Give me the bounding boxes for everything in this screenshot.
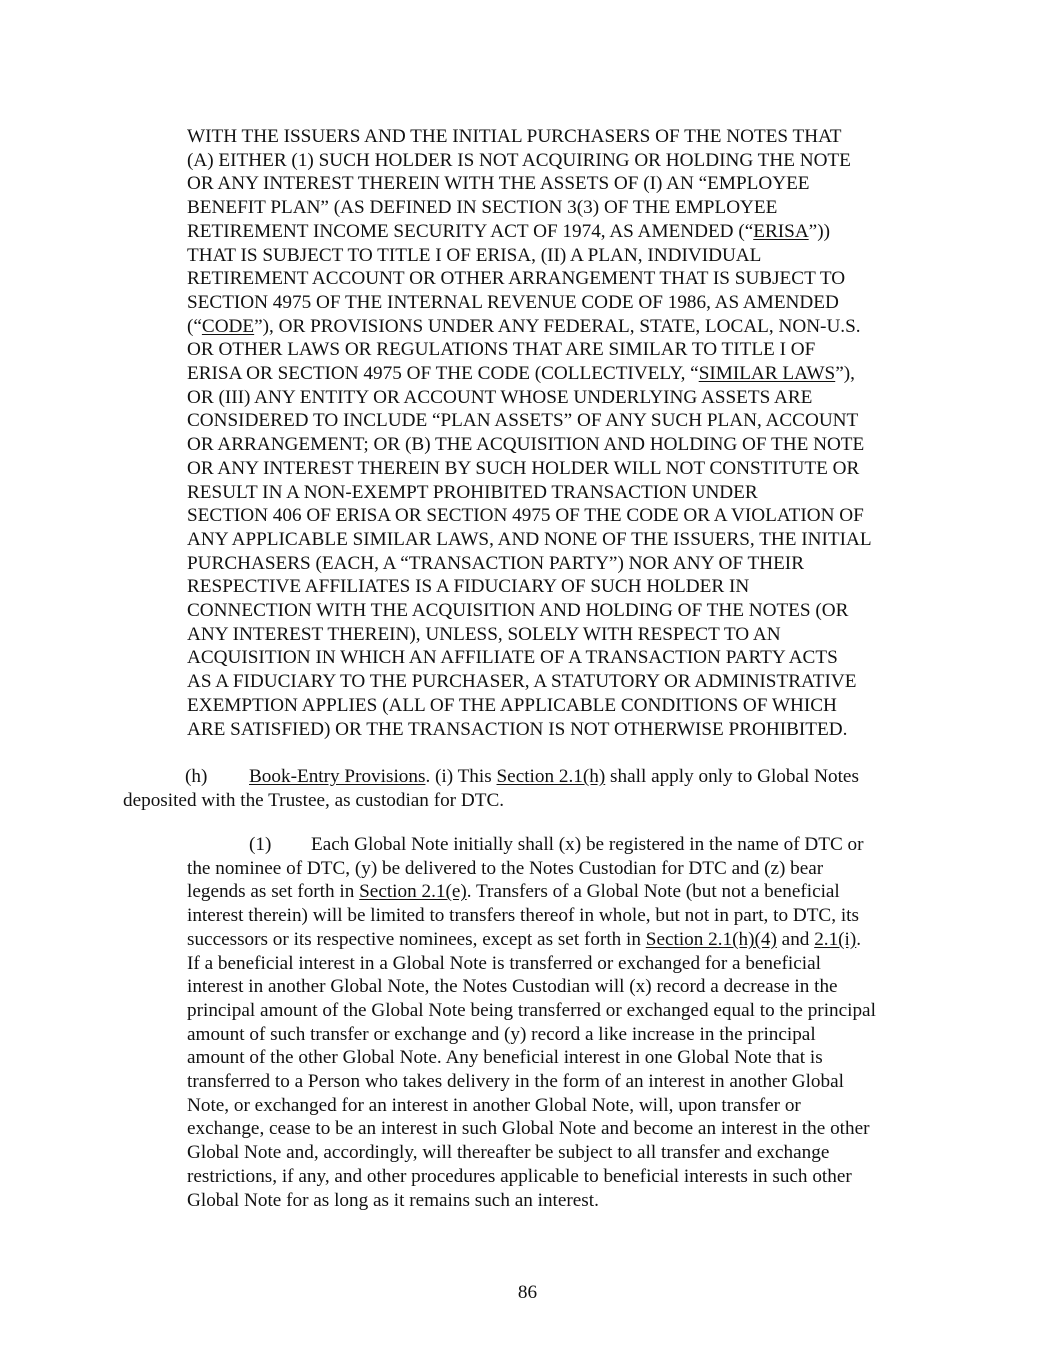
legend-line: EXEMPTION APPLIES (ALL OF THE APPLICABLE CONDITIONS OF WHICH [187, 694, 837, 716]
legend-line: CONSIDERED TO INCLUDE “PLAN ASSETS” OF ANY SUCH PLAN, ACCOUNT [187, 410, 859, 432]
legend-line: ARE SATISFIED) OR THE TRANSACTION IS NOT OTHERWISE PROHIBITED. [187, 718, 848, 740]
subsection-1-label: (1) [249, 834, 272, 855]
legend-line: BENEFIT PLAN” (AS DEFINED IN SECTION 3(3) OF THE EMPLOYEE [187, 197, 778, 219]
legend-line: ERISA OR SECTION 4975 OF THE CODE (COLLECTIVELY, “SIMILAR LAWS”), [187, 363, 855, 385]
legend-line: OR ANY INTEREST THEREIN WITH THE ASSETS OF (I) AN “EMPLOYEE [187, 173, 810, 195]
legend-line: OR ANY INTEREST THEREIN BY SUCH HOLDER WILL NOT CONSTITUTE OR [187, 457, 860, 479]
section-h-paragraph [123, 765, 933, 812]
legend-line: CONNECTION WITH THE ACQUISITION AND HOLDING OF THE NOTES (OR [187, 600, 849, 622]
legend-line: SECTION 4975 OF THE INTERNAL REVENUE CODE OF 1986, AS AMENDED [187, 291, 839, 313]
legend-line: OR (III) ANY ENTITY OR ACCOUNT WHOSE UNDERLYING ASSETS ARE [187, 386, 813, 408]
legend-line: ANY INTEREST THEREIN), UNLESS, SOLELY WITH RESPECT TO AN [187, 623, 781, 645]
legend-line: RETIREMENT ACCOUNT OR OTHER ARRANGEMENT THAT IS SUBJECT TO [187, 268, 846, 290]
legend-line: RESULT IN A NON-EXEMPT PROHIBITED TRANSACTION UNDER [187, 481, 758, 503]
defined-term-erisa: ERISA [753, 220, 809, 242]
section-h-line: deposited with the Trustee, as custodian for DTC. [123, 789, 505, 811]
subsection-line: amount of such transfer or exchange and (y) record a like increase in the principal [187, 1023, 816, 1045]
subsection-line: Global Note for as long as it remains such an interest. [187, 1189, 599, 1211]
cross-reference-link: Section 2.1(e) [359, 881, 467, 903]
legend-line: OR ARRANGEMENT; OR (B) THE ACQUISITION AND HOLDING OF THE NOTE [187, 434, 865, 456]
legend-block [187, 125, 947, 741]
cross-reference-link: 2.1(i) [814, 928, 857, 950]
subsection-line: successors or its respective nominees, except as set forth in Section 2.1(h)(4) and 2.1(i). [187, 928, 862, 950]
subsection-line: transferred to a Person who takes delivery in the form of an interest in another Global [187, 1071, 844, 1093]
cross-reference-link: Section 2.1(h) [496, 766, 606, 787]
legend-line: ANY APPLICABLE SIMILAR LAWS, AND NONE OF THE ISSUERS, THE INITIAL [187, 528, 872, 550]
legend-line: RESPECTIVE AFFILIATES IS A FIDUCIARY OF SUCH HOLDER IN [187, 576, 750, 598]
section-h-title: Book-Entry Provisions [249, 766, 426, 787]
legend-line: (A) EITHER (1) SUCH HOLDER IS NOT ACQUIRING OR HOLDING THE NOTE [187, 149, 851, 171]
legend-line: PURCHASERS (EACH, A “TRANSACTION PARTY”) NOR ANY OF THEIR [187, 552, 804, 574]
subsection-line: interest in another Global Note, the Notes Custodian will (x) record a decrease in the [187, 976, 838, 998]
legend-line: ACQUISITION IN WHICH AN AFFILIATE OF A TRANSACTION PARTY ACTS [187, 647, 838, 669]
legend-line: AS A FIDUCIARY TO THE PURCHASER, A STATUTORY OR ADMINISTRATIVE [187, 671, 857, 693]
subsection-1-paragraph [187, 833, 947, 1212]
legend-line: RETIREMENT INCOME SECURITY ACT OF 1974, AS AMENDED (“ERISA”)) [187, 220, 830, 242]
section-h-line: (h) Book-Entry Provisions. (i) This Section 2.1(h) shall apply only to Global Notes [123, 765, 933, 789]
legend-line: OR OTHER LAWS OR REGULATIONS THAT ARE SIMILAR TO TITLE I OF [187, 339, 816, 361]
legend-line: SECTION 406 OF ERISA OR SECTION 4975 OF THE CODE OR A VIOLATION OF [187, 505, 864, 527]
subsection-line: the nominee of DTC, (y) be delivered to the Notes Custodian for DTC and (z) bear [187, 857, 824, 879]
page-number: 86 [517, 1282, 538, 1303]
subsection-line: (1) Each Global Note initially shall (x) be registered in the name of DTC or [187, 833, 947, 857]
subsection-line: restrictions, if any, and other procedures applicable to beneficial interests in such other [187, 1165, 852, 1187]
defined-term-code: CODE [201, 315, 255, 337]
subsection-line: legends as set forth in Section 2.1(e). Transfers of a Global Note (but not a beneficial [187, 881, 840, 903]
cross-reference-link: Section 2.1(h)(4) [645, 928, 777, 950]
legend-line: THAT IS SUBJECT TO TITLE I OF ERISA, (II) A PLAN, INDIVIDUAL [187, 244, 762, 266]
legend-line: WITH THE ISSUERS AND THE INITIAL PURCHASERS OF THE NOTES THAT [187, 126, 842, 147]
subsection-line: amount of the other Global Note. Any beneficial interest in one Global Note that is [187, 1047, 823, 1069]
subsection-line: exchange, cease to be an interest in such Global Note and become an interest in the other [187, 1118, 870, 1140]
subsection-line: Note, or exchanged for an interest in another Global Note, will, upon transfer or [187, 1094, 801, 1116]
legend-line: (“CODE”), OR PROVISIONS UNDER ANY FEDERAL, STATE, LOCAL, NON-U.S. [187, 315, 861, 337]
subsection-line: Global Note and, accordingly, will thereafter be subject to all transfer and exchange [187, 1142, 830, 1164]
subsection-line: If a beneficial interest in a Global Note is transferred or exchanged for a beneficial [187, 952, 821, 974]
section-h-label: (h) [185, 766, 208, 787]
defined-term-similar-laws: SIMILAR LAWS [698, 363, 836, 385]
subsection-line: principal amount of the Global Note being transferred or exchanged equal to the principal [187, 999, 876, 1021]
subsection-line: interest therein) will be limited to transfers thereof in whole, but not in part, to DTC, its [187, 905, 859, 927]
